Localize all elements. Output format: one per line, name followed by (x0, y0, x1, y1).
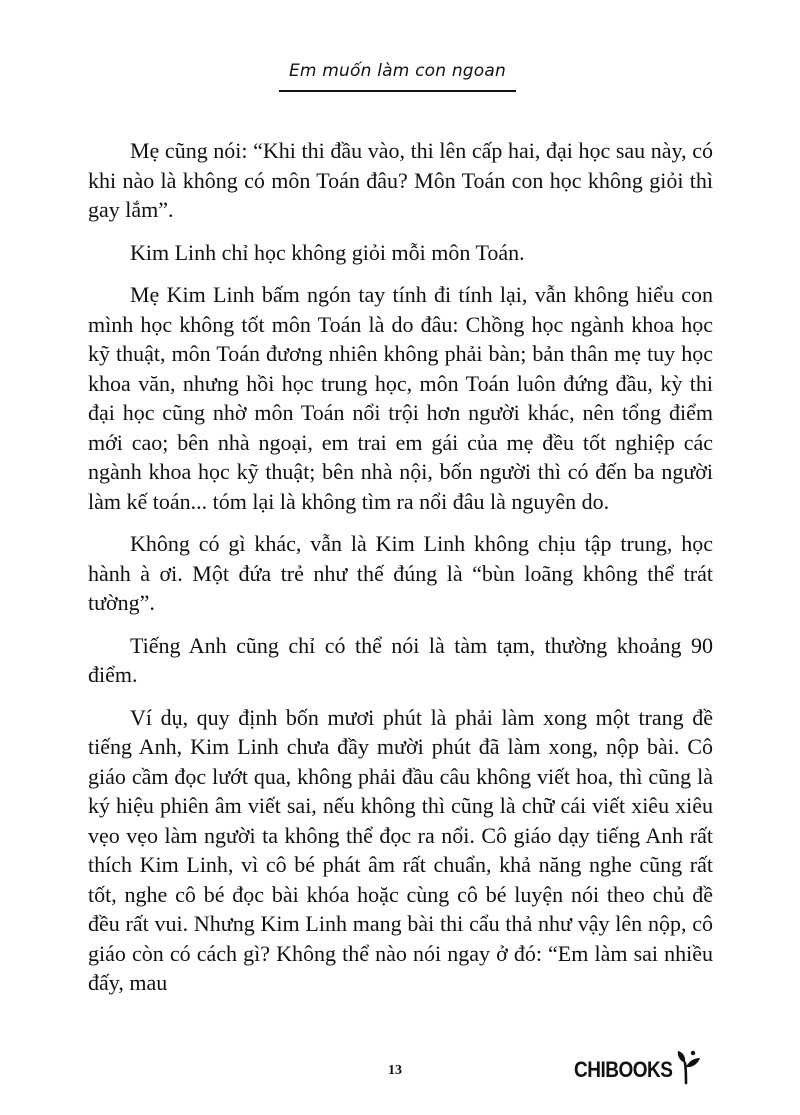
paragraph-3: Mẹ Kim Linh bấm ngón tay tính đi tính lại, vẫn không hiểu con mình học không tốt môn Toán là do đâu: Chồng học ngành khoa học kỹ thuật, môn Toán đương nhiên không phải bàn; bản thân mẹ tuy học khoa văn, nhưng hồi học trung học, môn Toán luôn đứng đầu, kỳ thi đại học cũng nhờ môn Toán nổi trội hơn người khác, nên tổng điểm mới cao; bên nhà ngoại, em trai em gái của mẹ đều tốt nghiệp các ngành khoa học kỹ thuật; bên nhà nội, bốn người thì có đến ba người làm kế toán... tóm lại là không tìm ra nổi đâu là nguyên do. (88, 282, 713, 514)
header-rule (279, 90, 516, 92)
body-text (88, 136, 713, 1011)
paragraph-4: Không có gì khác, vẫn là Kim Linh không chịu tập trung, học hành à ơi. Một đứa trẻ như thế đúng là “bùn loãng không thể trát tường”. (88, 531, 713, 615)
running-header-title: Em muốn làm con ngoan (288, 61, 506, 81)
paragraph-1: Mẹ cũng nói: “Khi thi đầu vào, thi lên cấp hai, đại học sau này, có khi nào là không có môn Toán đâu? Môn Toán con học không giỏi thì gay lắm”. (88, 138, 713, 222)
page-number: 13 (388, 1063, 402, 1078)
sprout-icon (674, 1049, 702, 1085)
publisher-name: CHIBOOKS (574, 1058, 673, 1083)
paragraph-5: Tiếng Anh cũng chỉ có thể nói là tàm tạm, thường khoảng 90 điểm. (88, 632, 713, 687)
publisher-logo (574, 1045, 702, 1085)
paragraph-2: Kim Linh chỉ học không giỏi mỗi môn Toán. (130, 239, 525, 265)
paragraph-6: Ví dụ, quy định bốn mươi phút là phải làm xong một trang đề tiếng Anh, Kim Linh chưa đầy mười phút đã làm xong, nộp bài. Cô giáo cầm đọc lướt qua, không phải đầu câu không viết hoa, thì cũng là ký hiệu phiên âm viết sai, nếu không thì cũng là chữ cái viết xiêu xiêu vẹo vẹo làm người ta không thể đọc ra nổi. Cô giáo dạy tiếng Anh rất thích Kim Linh, vì cô bé phát âm rất chuẩn, khả năng nghe cũng rất tốt, nghe cô bé đọc bài khóa hoặc cùng cô bé luyện nói theo chủ đề đều rất vui. Nhưng Kim Linh mang bài thi cẩu thả như vậy lên nộp, cô giáo còn có cách gì? Không thể nào nói ngay ở đó: “Em làm sai nhiều đấy, mau (88, 704, 713, 995)
